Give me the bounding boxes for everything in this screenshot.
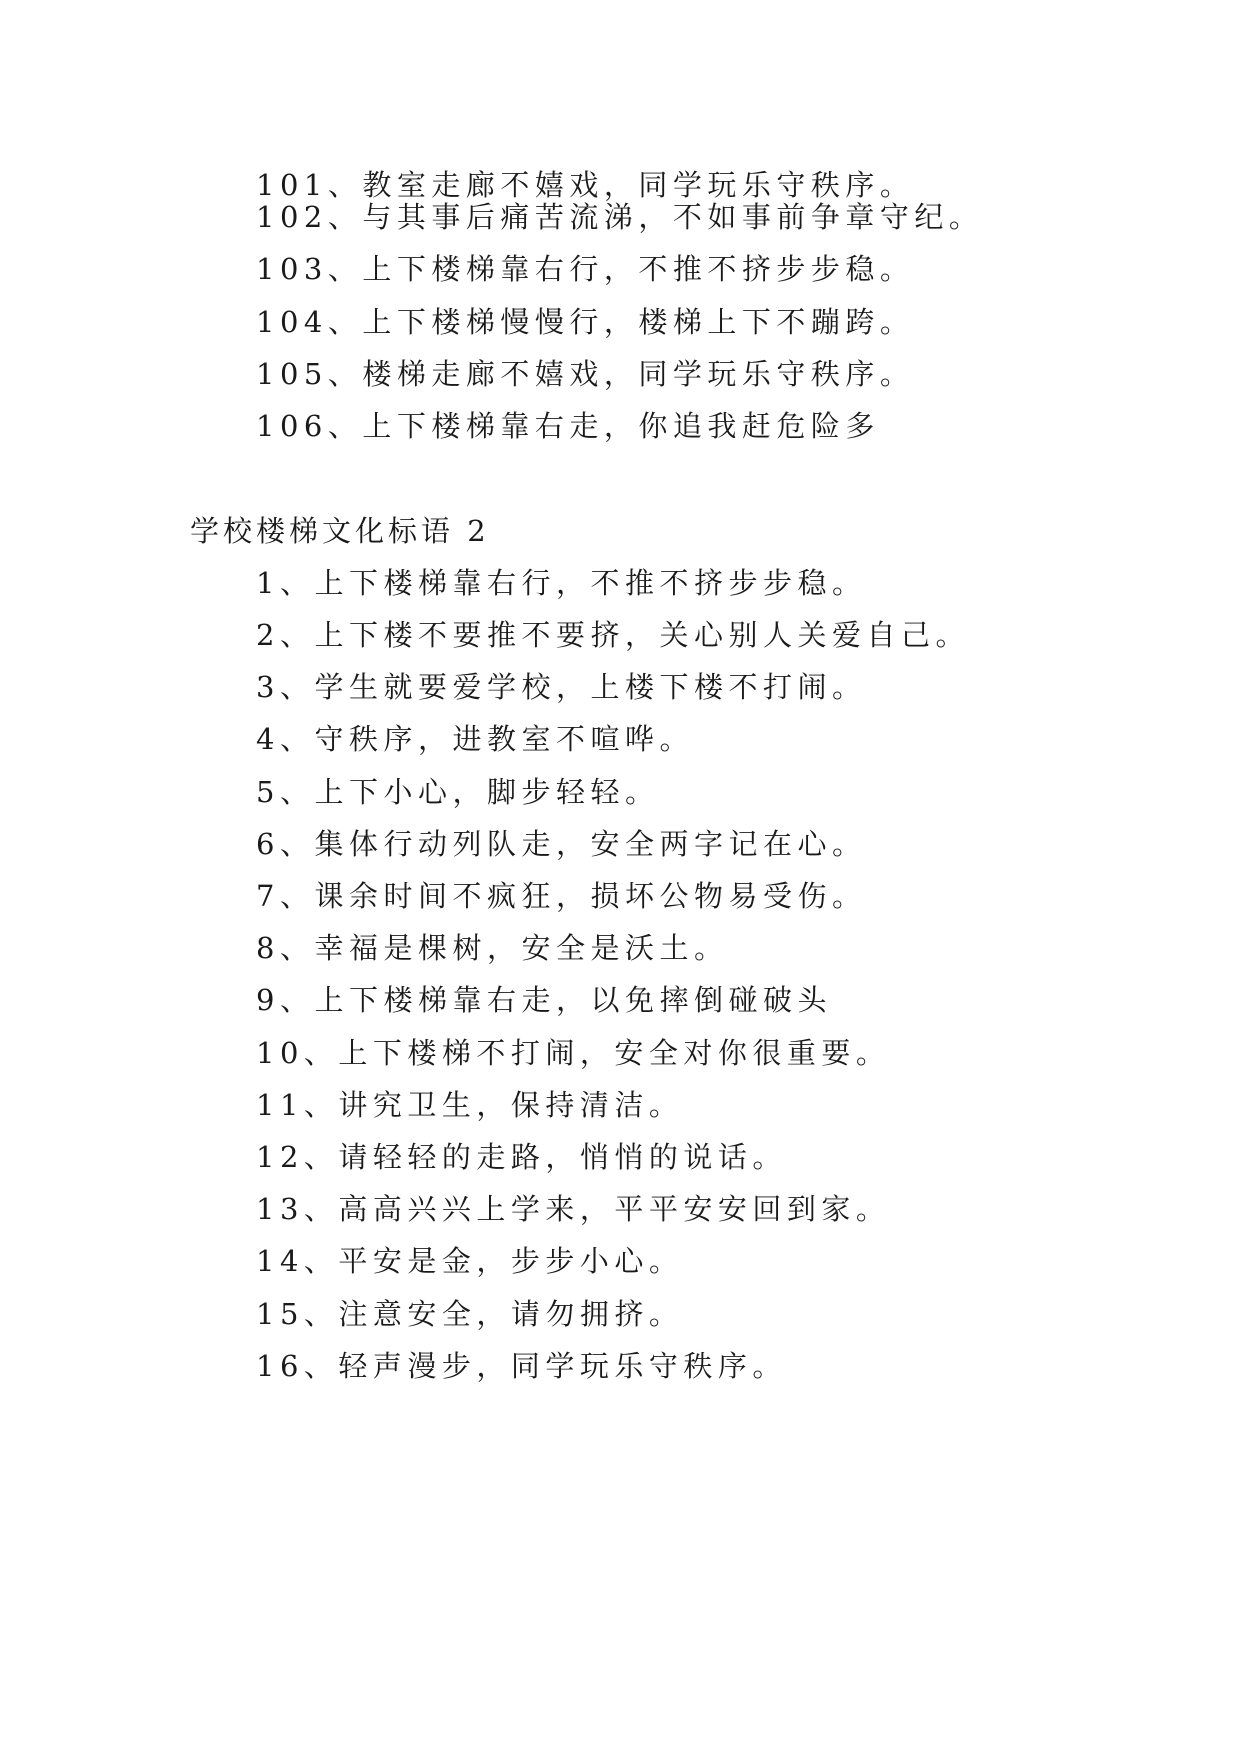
slogan-item: 10、上下楼梯不打闹，安全对你很重要。 — [256, 1036, 891, 1070]
slogan-item: 6、集体行动列队走，安全两字记在心。 — [256, 827, 867, 861]
slogan-item: 13、高高兴兴上学来，平平安安回到家。 — [256, 1192, 891, 1226]
slogan-item: 103、上下楼梯靠右行，不推不挤步步稳。 — [256, 252, 915, 286]
slogan-item: 101、教室走廊不嬉戏，同学玩乐守秩序。 — [256, 168, 915, 202]
slogan-item: 11、讲究卫生，保持清洁。 — [256, 1088, 684, 1122]
slogan-item: 5、上下小心，脚步轻轻。 — [256, 775, 660, 809]
slogan-item: 2、上下楼不要推不要挤，关心别人关爱自己。 — [256, 618, 970, 652]
slogan-item: 16、轻声漫步，同学玩乐守秩序。 — [256, 1349, 787, 1383]
slogan-item: 14、平安是金，步步小心。 — [256, 1244, 684, 1278]
slogan-item: 4、守秩序，进教室不喧哗。 — [256, 722, 694, 756]
slogan-item: 8、幸福是棵树，安全是沃土。 — [256, 931, 729, 965]
slogan-item: 7、课余时间不疯狂，损坏公物易受伤。 — [256, 879, 867, 913]
section-heading: 学校楼梯文化标语 2 — [190, 514, 490, 548]
slogan-item: 106、上下楼梯靠右走，你追我赶危险多 — [256, 409, 880, 443]
slogan-item: 3、学生就要爱学校，上楼下楼不打闹。 — [256, 670, 867, 704]
slogan-item: 1、上下楼梯靠右行，不推不挤步步稳。 — [256, 566, 867, 600]
slogan-item: 12、请轻轻的走路，悄悄的说话。 — [256, 1140, 787, 1174]
slogan-item: 104、上下楼梯慢慢行，楼梯上下不蹦跨。 — [256, 305, 915, 339]
slogan-item: 9、上下楼梯靠右走，以免摔倒碰破头 — [256, 983, 832, 1017]
slogan-item: 15、注意安全，请勿拥挤。 — [256, 1297, 684, 1331]
slogan-item: 102、与其事后痛苦流涕，不如事前争章守纪。 — [256, 200, 984, 234]
slogan-item: 105、楼梯走廊不嬉戏，同学玩乐守秩序。 — [256, 357, 915, 391]
